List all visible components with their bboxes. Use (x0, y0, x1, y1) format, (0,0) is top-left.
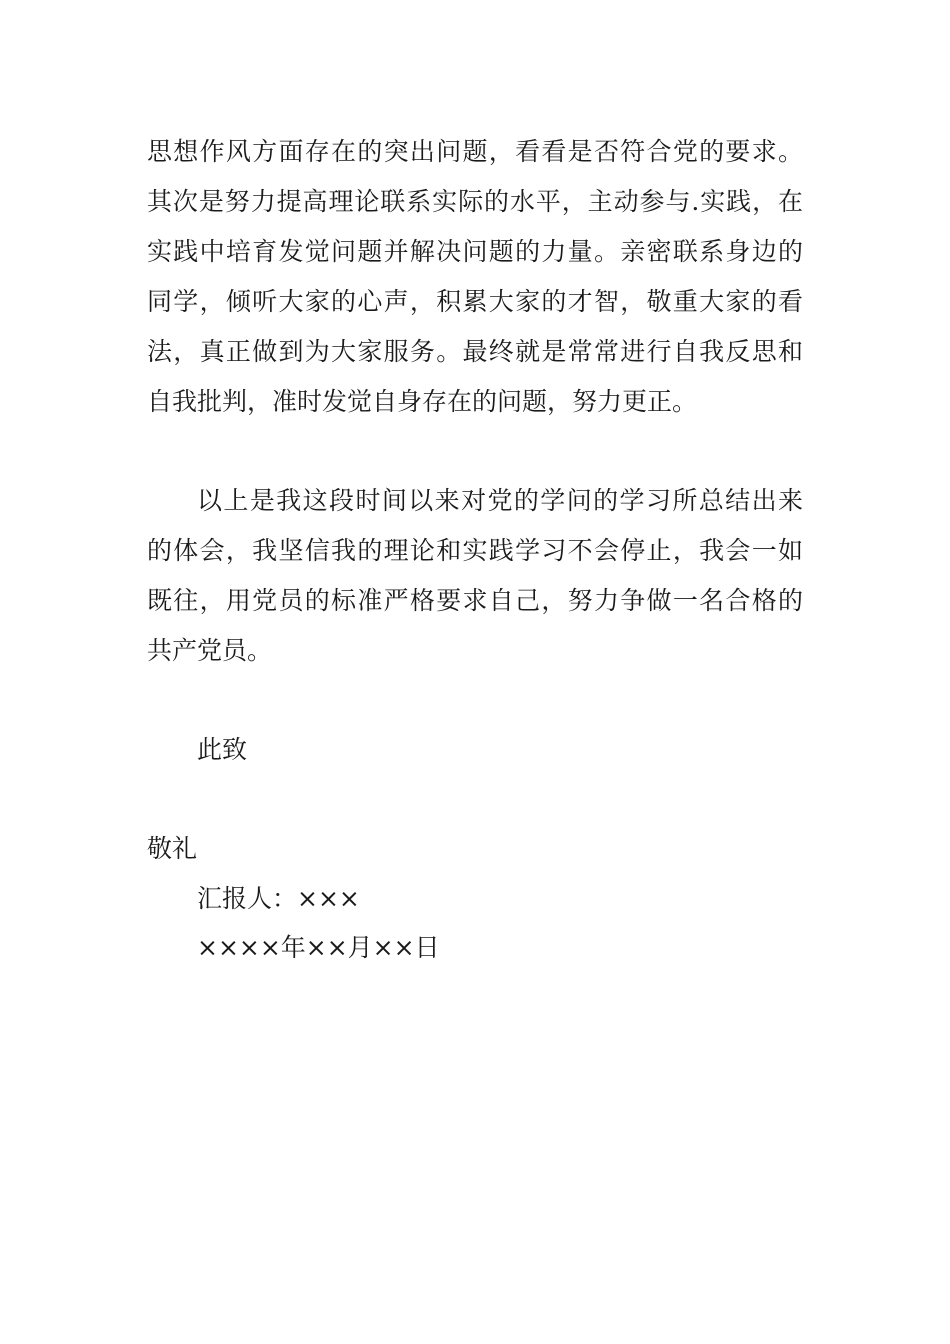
salutation: 此致 (197, 735, 248, 764)
paragraph-line: 的体会，我坚信我的理论和实践学习不会停止，我会一如 (147, 536, 803, 565)
regards: 敬礼 (147, 834, 198, 863)
paragraph-line: 法，真正做到为大家服务。最终就是常常进行自我反思和 (147, 337, 803, 366)
paragraph-line: 既往，用党员的标准严格要求自己，努力争做一名合格的 (147, 586, 803, 615)
paragraph-line: 其次是努力提高理论联系实际的水平，主动参与.实践，在 (147, 187, 803, 216)
paragraph-line: 思想作风方面存在的突出问题，看看是否符合党的要求。 (147, 137, 803, 166)
reporter-signature: 汇报人：××× (197, 884, 360, 913)
paragraph-line: 以上是我这段时间以来对党的学问的学习所总结出来 (197, 486, 803, 515)
paragraph-line: 自我批判，准时发觉自身存在的问题，努力更正。 (147, 387, 698, 416)
paragraph-line: 共产党员。 (147, 636, 273, 665)
paragraph-line: 实践中培育发觉问题并解决问题的力量。亲密联系身边的 (147, 237, 803, 266)
report-date: ××××年××月××日 (197, 933, 440, 962)
paragraph-line: 同学，倾听大家的心声，积累大家的才智，敬重大家的看 (147, 287, 803, 316)
